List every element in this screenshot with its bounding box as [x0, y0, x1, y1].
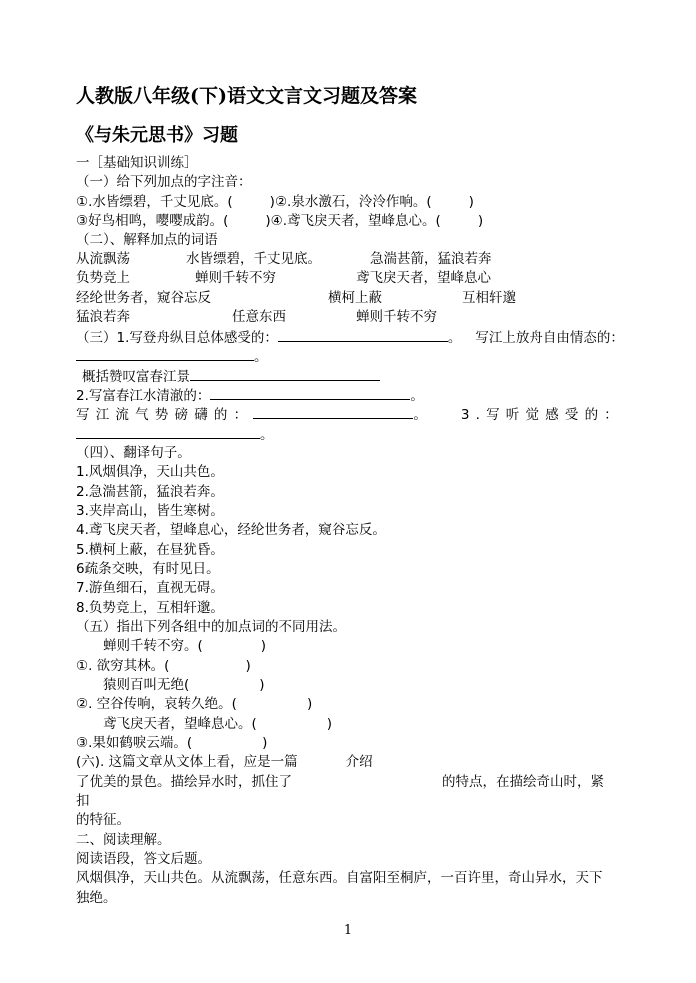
- text-fragment: ②. 空谷传响，哀转久绝。(: [76, 696, 237, 712]
- text-fragment: ③好鸟相鸣，嘤嘤成韵。(: [76, 213, 229, 229]
- part5-line: [103, 715, 332, 734]
- text-fragment: ): [245, 658, 251, 674]
- vocab-item: 任意东西: [232, 309, 286, 325]
- translation-item: 7.游鱼细石，直视无碍。: [76, 580, 224, 596]
- answer-blank[interactable]: [76, 425, 260, 439]
- text-fragment: 鸢飞戾天者，望峰息心。(: [103, 716, 257, 732]
- answer-blank[interactable]: [253, 405, 413, 419]
- translation-item: 5.横柯上蔽，在昼犹昏。: [76, 542, 224, 558]
- text-fragment: 2.写富春江水清澈的：: [76, 388, 211, 404]
- part5-heading: （五）指出下列各组中的加点词的不同用法。: [76, 619, 346, 635]
- answer-blank[interactable]: [278, 328, 448, 342]
- text-fragment: ): [468, 194, 474, 210]
- answer-blank[interactable]: [210, 386, 410, 400]
- text-fragment: 写江流气势磅礴的：: [76, 407, 254, 423]
- part3-q1: [76, 328, 624, 347]
- part6-line: [76, 753, 373, 772]
- text-fragment: 。: [413, 407, 427, 423]
- part2-heading: （二）、解释加点的词语: [76, 232, 218, 248]
- vocab-item: 急湍甚箭，猛浪若奔: [370, 251, 492, 267]
- part5-line: [76, 657, 251, 676]
- translation-item: 4.鸢飞戾天者，望峰息心，经纶世务者，窥谷忘反。: [76, 522, 386, 538]
- text-fragment: ): [260, 638, 267, 654]
- text-fragment: 。: [447, 330, 462, 346]
- vocab-item: 蝉则千转不穷: [356, 309, 437, 325]
- text-fragment: 写江上放舟自由情态的：: [475, 330, 624, 346]
- text-fragment: (六). 这篇文章从文体上看，应是一篇: [76, 754, 298, 770]
- part1-line2: [76, 212, 483, 231]
- text-fragment: ①.水皆缥碧，千丈见底。(: [76, 194, 233, 210]
- page-number: 1: [343, 923, 353, 938]
- document-title: 人教版八年级(下)语文文言文习题及答案: [76, 85, 417, 107]
- vocab-item: 横柯上蔽: [328, 290, 382, 306]
- vocab-item: 互相轩邈: [462, 290, 516, 306]
- text-fragment: 了优美的景色。描绘异水时，抓住了: [76, 774, 292, 790]
- part5-line: [76, 734, 267, 753]
- part6-line: 的特征。: [76, 812, 130, 828]
- part4-heading: （四）、翻译句子。: [76, 445, 191, 461]
- text-fragment: ): [477, 213, 484, 229]
- translation-item: 1.风烟俱净，天山共色。: [76, 464, 224, 480]
- text-fragment: 。: [254, 349, 268, 365]
- text-fragment: 3.写听觉感受的：: [460, 407, 624, 423]
- reading-paragraph: 独绝。: [76, 890, 117, 906]
- translation-item: 2.急湍甚箭，猛浪若奔。: [76, 484, 224, 500]
- vocab-item: 负势竞上: [76, 270, 130, 286]
- vocab-item: 水皆缥碧，千丈见底。: [186, 251, 321, 267]
- part3-q1-cont: [76, 347, 268, 366]
- translation-item: 3.夹岸高山，皆生寒树。: [76, 503, 224, 519]
- part3-q2: [76, 386, 424, 405]
- text-fragment: 介绍: [345, 754, 373, 770]
- text-fragment: )②.泉水激石，泠泠作响。(: [269, 194, 432, 210]
- section-title: 《与朱元思书》习题: [76, 125, 238, 146]
- answer-blank[interactable]: [76, 347, 254, 361]
- vocab-item: 蝉则千转不穷: [195, 270, 276, 286]
- vocab-item: 鸢飞戾天者，望峰息心: [356, 270, 491, 286]
- text-fragment: ): [306, 696, 313, 712]
- text-fragment: 的特点，在描绘奇山时，紧: [442, 774, 604, 790]
- section2-heading: 二、阅读理解。: [76, 832, 171, 848]
- text-fragment: （三）1.写登舟纵目总体感受的：: [76, 330, 278, 346]
- vocab-item: 猛浪若奔: [76, 309, 130, 325]
- text-fragment: 猿则百叫无绝(: [103, 677, 190, 693]
- part3-q3: [76, 405, 624, 424]
- reading-intro: 阅读语段，答文后题。: [76, 851, 211, 867]
- text-fragment: ): [326, 716, 333, 732]
- text-fragment: )④.鸢飞戾天者，望峰息心。(: [265, 213, 441, 229]
- vocab-item: 经纶世务者，窥谷忘反: [76, 290, 211, 306]
- vocab-item: 从流飘荡: [76, 251, 130, 267]
- text-fragment: ③.果如鹤唳云端。(: [76, 735, 193, 751]
- part1-line1: [76, 193, 474, 212]
- text-fragment: ): [259, 677, 265, 693]
- part5-line: [103, 637, 266, 656]
- part5-line: [103, 676, 265, 695]
- answer-blank[interactable]: [190, 367, 380, 381]
- translation-item: 6疏条交映，有时见日。: [76, 561, 220, 577]
- part1-heading: （一）给下列加点的字注音：: [76, 174, 252, 190]
- part3-q3-cont: [76, 425, 274, 444]
- text-fragment: 概括赞叹富春江景: [82, 369, 190, 385]
- part3-summary: [82, 367, 380, 386]
- section-heading: 一［基础知识训练］: [76, 155, 198, 171]
- text-fragment: 蝉则千转不穷。(: [103, 638, 203, 654]
- translation-item: 8.负势竞上，互相轩邈。: [76, 600, 224, 616]
- part6-line: [76, 773, 604, 792]
- text-fragment: 。: [260, 427, 274, 443]
- text-fragment: 。: [410, 388, 424, 404]
- text-fragment: ①. 欲穷其林。(: [76, 658, 170, 674]
- part5-line: [76, 695, 312, 714]
- text-fragment: ): [262, 735, 268, 751]
- part6-line: 扣: [76, 793, 90, 809]
- reading-paragraph: 风烟俱净，天山共色。从流飘荡，任意东西。自富阳至桐庐，一百许里，奇山异水，天下: [76, 870, 603, 886]
